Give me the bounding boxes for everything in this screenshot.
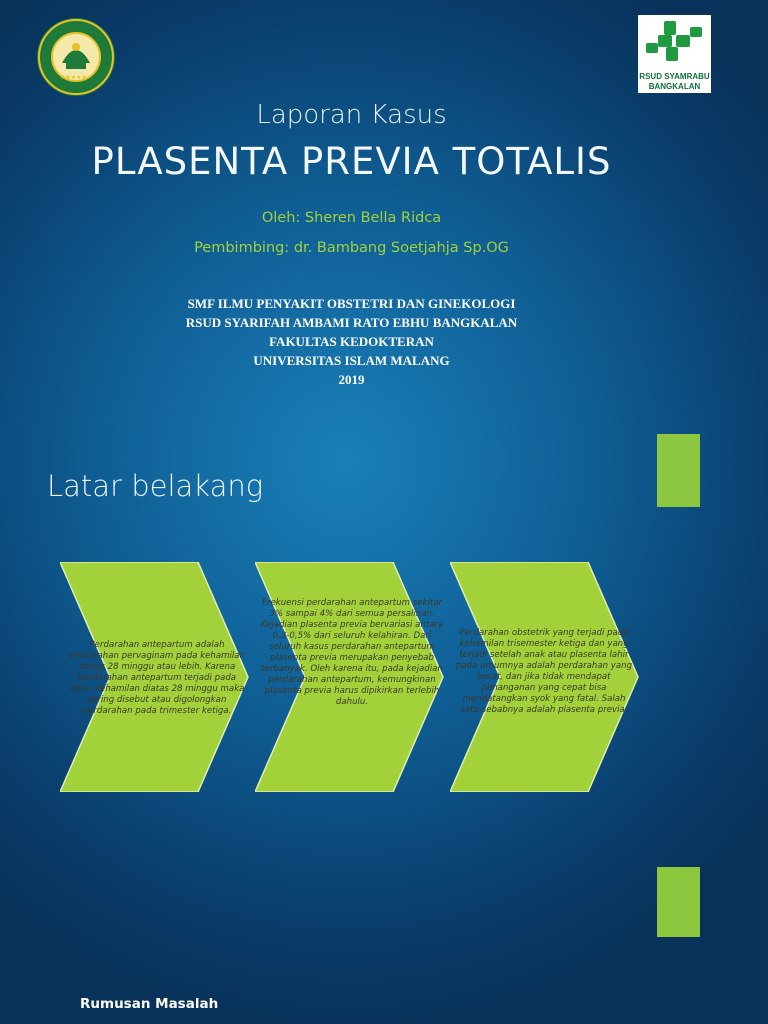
- chevron-text-1: Perdarahan antepartum adalah perdarahan pervaginam pada kehamilan diatas 28 minggu atau lebih. Karena perdarahan antepartum terjadi pada umur kehamilan diatas 28 minggu maka sering disebut atau digolongkan perdarahan pada trimester ketiga.: [69, 640, 245, 716]
- chevron-text-2: Frekuensi perdarahan antepartum sekitar 3% sampai 4% dari semua persalinan. Kejadian plasenta previa bervariasi antara 0,3-0,5% dari seluruh kelahiran. Dari seluruh kasus perdarahan antepartum plasenta previa merupakan penyebab terbanyak. Oleh karena itu, pada kejadian perdarahan antepartum, kemungkinan plasenta previa harus dipikirkan terlebih dahulu.: [260, 598, 444, 707]
- accent-bar-top: [657, 434, 700, 507]
- institution-line: UNIVERSITAS ISLAM MALANG: [253, 353, 450, 368]
- hospital-logo-line2: BANGKALAN: [648, 82, 701, 91]
- institution-line: RSUD SYARIFAH AMBAMI RATO EBHU BANGKALAN: [185, 315, 518, 330]
- chevron-box-1: [60, 562, 270, 792]
- hospital-logo: [638, 15, 711, 93]
- background-slide: [0, 420, 768, 1024]
- chevron-box-2: [255, 562, 465, 792]
- svg-text:★★★★★: ★★★★★: [60, 75, 87, 81]
- advisor-line: Pembimbing: dr. Bambang Soetjahja Sp.OG: [194, 240, 509, 256]
- chevron-text-3: Perdarahan obstetrik yang terjadi pada kehamilan trisemester ketiga dan yang terjadi setelah anak atau plasenta lahir pada umumnya adalah perdarahan yang berat, dan jika tidak mendapat penanganan yang cepat bisa mendatangkan syok yang fatal. Salah satu sebabnya adalah plasenta previa.: [455, 628, 633, 715]
- institution-line: FAKULTAS KEDOKTERAN: [269, 334, 434, 349]
- title-slide: [0, 0, 768, 420]
- institution-block: [0, 294, 703, 389]
- accent-bar-bottom: [657, 867, 700, 937]
- institution-year: 2019: [338, 372, 365, 387]
- slide-subtitle: Laporan Kasus: [256, 100, 447, 130]
- chevron-box-3: [450, 562, 660, 792]
- institution-line: SMF ILMU PENYAKIT OBSTETRI DAN GINEKOLOGI: [187, 296, 516, 311]
- hospital-logo-line1: RSUD SYAMRABU: [639, 72, 710, 81]
- author-line: Oleh: Sheren Bella Ridca: [261, 210, 442, 226]
- next-slide-title: Rumusan Masalah: [80, 996, 219, 1012]
- university-logo: [36, 17, 116, 97]
- slide-title: PLASENTA PREVIA TOTALIS: [91, 140, 612, 183]
- section-title: Latar belakang: [47, 469, 264, 503]
